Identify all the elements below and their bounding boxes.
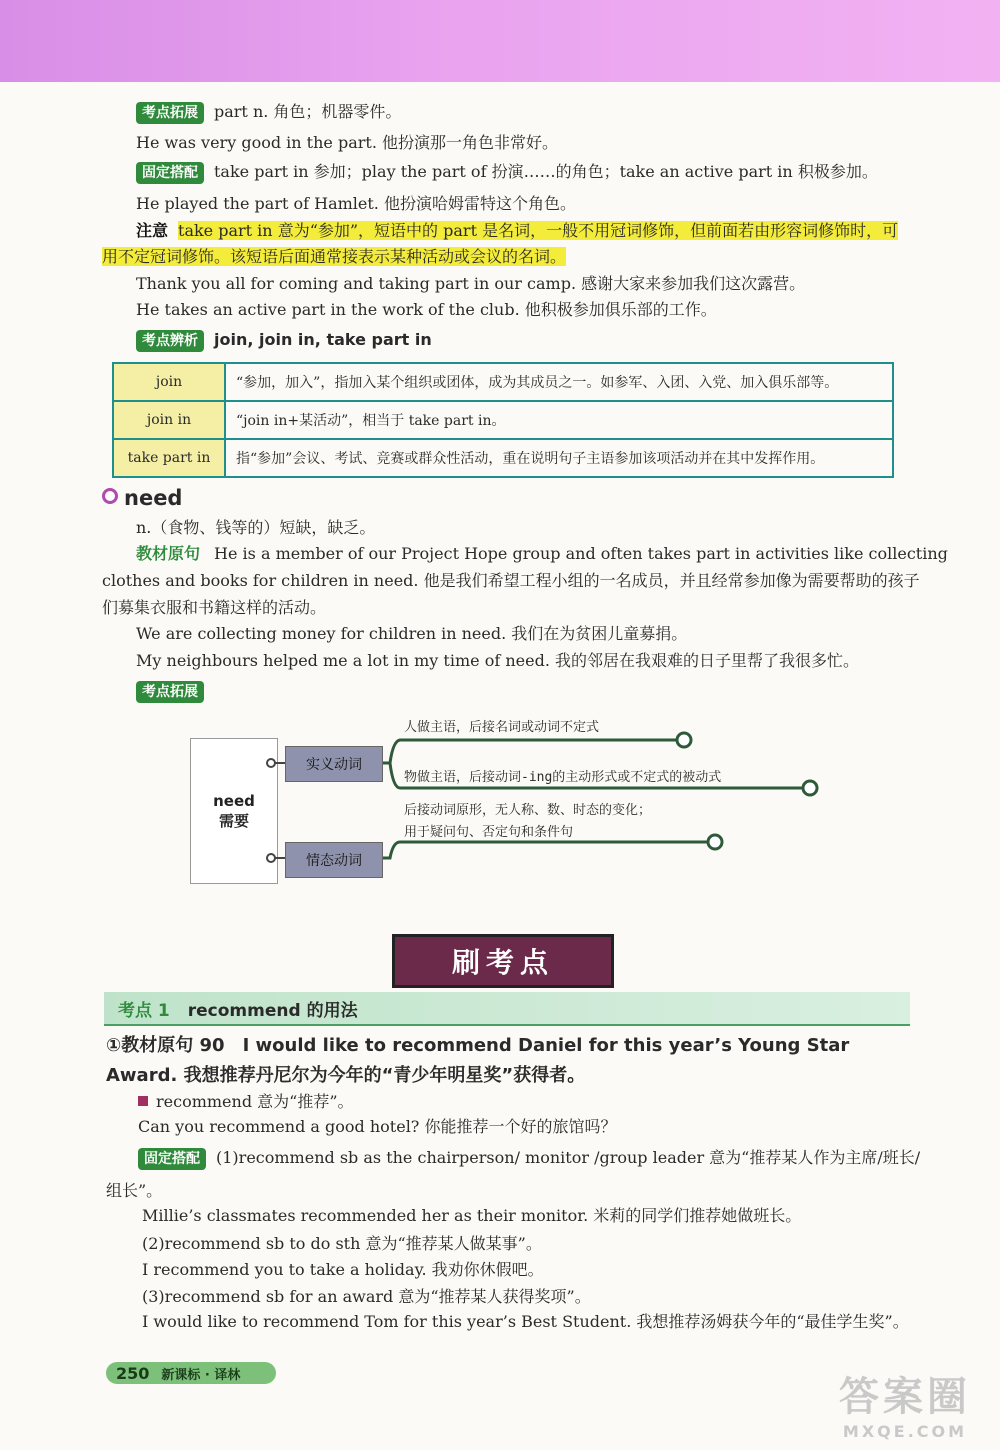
kd-collocation-2-example: I recommend you to take a holiday. 我劝你休假吧。	[142, 1260, 544, 1279]
diagram-text-1: 人做主语，后接名词或动词不定式	[404, 720, 600, 735]
diagram-node-modal: 情态动词	[285, 842, 383, 878]
table-term: join in	[113, 401, 225, 439]
part-example-3: Thank you all for coming and taking part in our camp. 感谢大家来参加我们这次露营。	[136, 274, 806, 293]
need-definition: n.（食物、钱等的）短缺，缺乏。	[136, 518, 376, 537]
watermark-logo: 答案圈 MXQE.COM	[839, 1374, 971, 1441]
diagram-text-2: 物做主语，后接动词-ing的主动形式或不定式的被动式	[404, 770, 722, 785]
need-example-2: My neighbours helped me a lot in my time of need. 我的邻居在我艰难的日子里帮了我很多忙。	[136, 651, 859, 670]
kd-collocation-3: (3)recommend sb for an award 意为“推荐某人获得奖项”。	[142, 1287, 591, 1306]
diagram-text-4: 用于疑问句、否定句和条件句	[404, 825, 574, 840]
part-example-1: He was very good in the part. 他扮演那一角色非常好。	[136, 133, 558, 152]
kd-source-2: Award. 我想推荐丹尼尔为今年的“青少年明星奖”获得者。	[106, 1065, 586, 1086]
kd-collocation-2: (2)recommend sb to do sth 意为“推荐某人做某事”。	[142, 1234, 542, 1253]
need-source-1: 教材原句 He is a member of our Project Hope group and often takes part in activities like collecting	[136, 544, 948, 563]
kd-example-1: Can you recommend a good hotel? 你能推荐一个好的旅馆吗？	[138, 1117, 617, 1136]
part-collocation: 固定搭配 take part in 参加；play the part of 扮演……的角色；take an active part in 积极参加。	[136, 161, 878, 184]
part-note-2: 用不定冠词修饰。该短语后面通常接表示某种活动或会议的名词。	[102, 247, 567, 266]
kaodian-bar: 考点 1 recommend 的用法	[104, 992, 910, 1026]
need-example-1: We are collecting money for children in need. 我们在为贫困儿童募捐。	[136, 624, 688, 643]
kd-source-1: ①教材原句 90 I would like to recommend Daniel for this year’s Young Star	[106, 1035, 850, 1056]
kd-collocation-1b: 组长”。	[106, 1181, 163, 1200]
need-source-3: 们募集衣服和书籍这样的活动。	[102, 598, 327, 617]
diagram-root: need 需要	[190, 738, 278, 884]
need-heading: need	[102, 486, 182, 510]
part-note-1: 注意 take part in 意为“参加”，短语中的 part 是名词，一般不用冠词修饰，但前面若由形容词修饰时，可	[136, 221, 899, 240]
tag-expand: 考点拓展	[136, 102, 204, 124]
table-desc: “参加，加入”，指加入某个组织或团体，成为其成员之一。如参军、入团、入党、加入俱乐部等。	[225, 363, 893, 401]
diagram-text-3: 后接动词原形，无人称、数、时态的变化；	[404, 803, 652, 818]
tag-collocation: 固定搭配	[138, 1148, 206, 1170]
tag-analysis: 考点辨析	[136, 330, 204, 352]
kd-collocation-1: 固定搭配 (1)recommend sb as the chairperson/ monitor /group leader 意为“推荐某人作为主席/班长/	[138, 1147, 920, 1170]
page-footer: 250 新课标 · 译林	[106, 1362, 276, 1384]
table-desc: 指“参加”会议、考试、竞赛或群众性活动，重在说明句子主语参加该项活动并在其中发挥作用。	[225, 439, 893, 477]
square-icon	[138, 1096, 148, 1106]
tag-collocation: 固定搭配	[136, 162, 204, 184]
part-example-2: He played the part of Hamlet. 他扮演哈姆雷特这个角色。	[136, 194, 576, 213]
table-term: join	[113, 363, 225, 401]
section-title: 刷考点	[392, 934, 614, 988]
diagram-node-lexical: 实义动词	[285, 746, 383, 782]
need-source-2: clothes and books for children in need. 他是我们希望工程小组的一名成员，并且经常参加像为需要帮助的孩子	[102, 571, 920, 590]
tag-expand: 考点拓展	[136, 681, 204, 703]
part-example-4: He takes an active part in the work of the club. 他积极参加俱乐部的工作。	[136, 300, 717, 319]
table-desc: “join in+某活动”，相当于 take part in。	[225, 401, 893, 439]
kd-meaning: recommend 意为“推荐”。	[138, 1091, 354, 1113]
part-analysis: 考点辨析 join, join in, take part in	[136, 329, 432, 352]
part-definition: 考点拓展 part n. 角色；机器零件。	[136, 101, 401, 124]
page-number: 250	[116, 1363, 150, 1383]
kd-collocation-3-example: I would like to recommend Tom for this year’s Best Student. 我想推荐汤姆获今年的“最佳学生奖”。	[142, 1312, 909, 1331]
table-term: take part in	[113, 439, 225, 477]
kd-collocation-1-example: Millie’s classmates recommended her as their monitor. 米莉的同学们推荐她做班长。	[142, 1206, 802, 1225]
